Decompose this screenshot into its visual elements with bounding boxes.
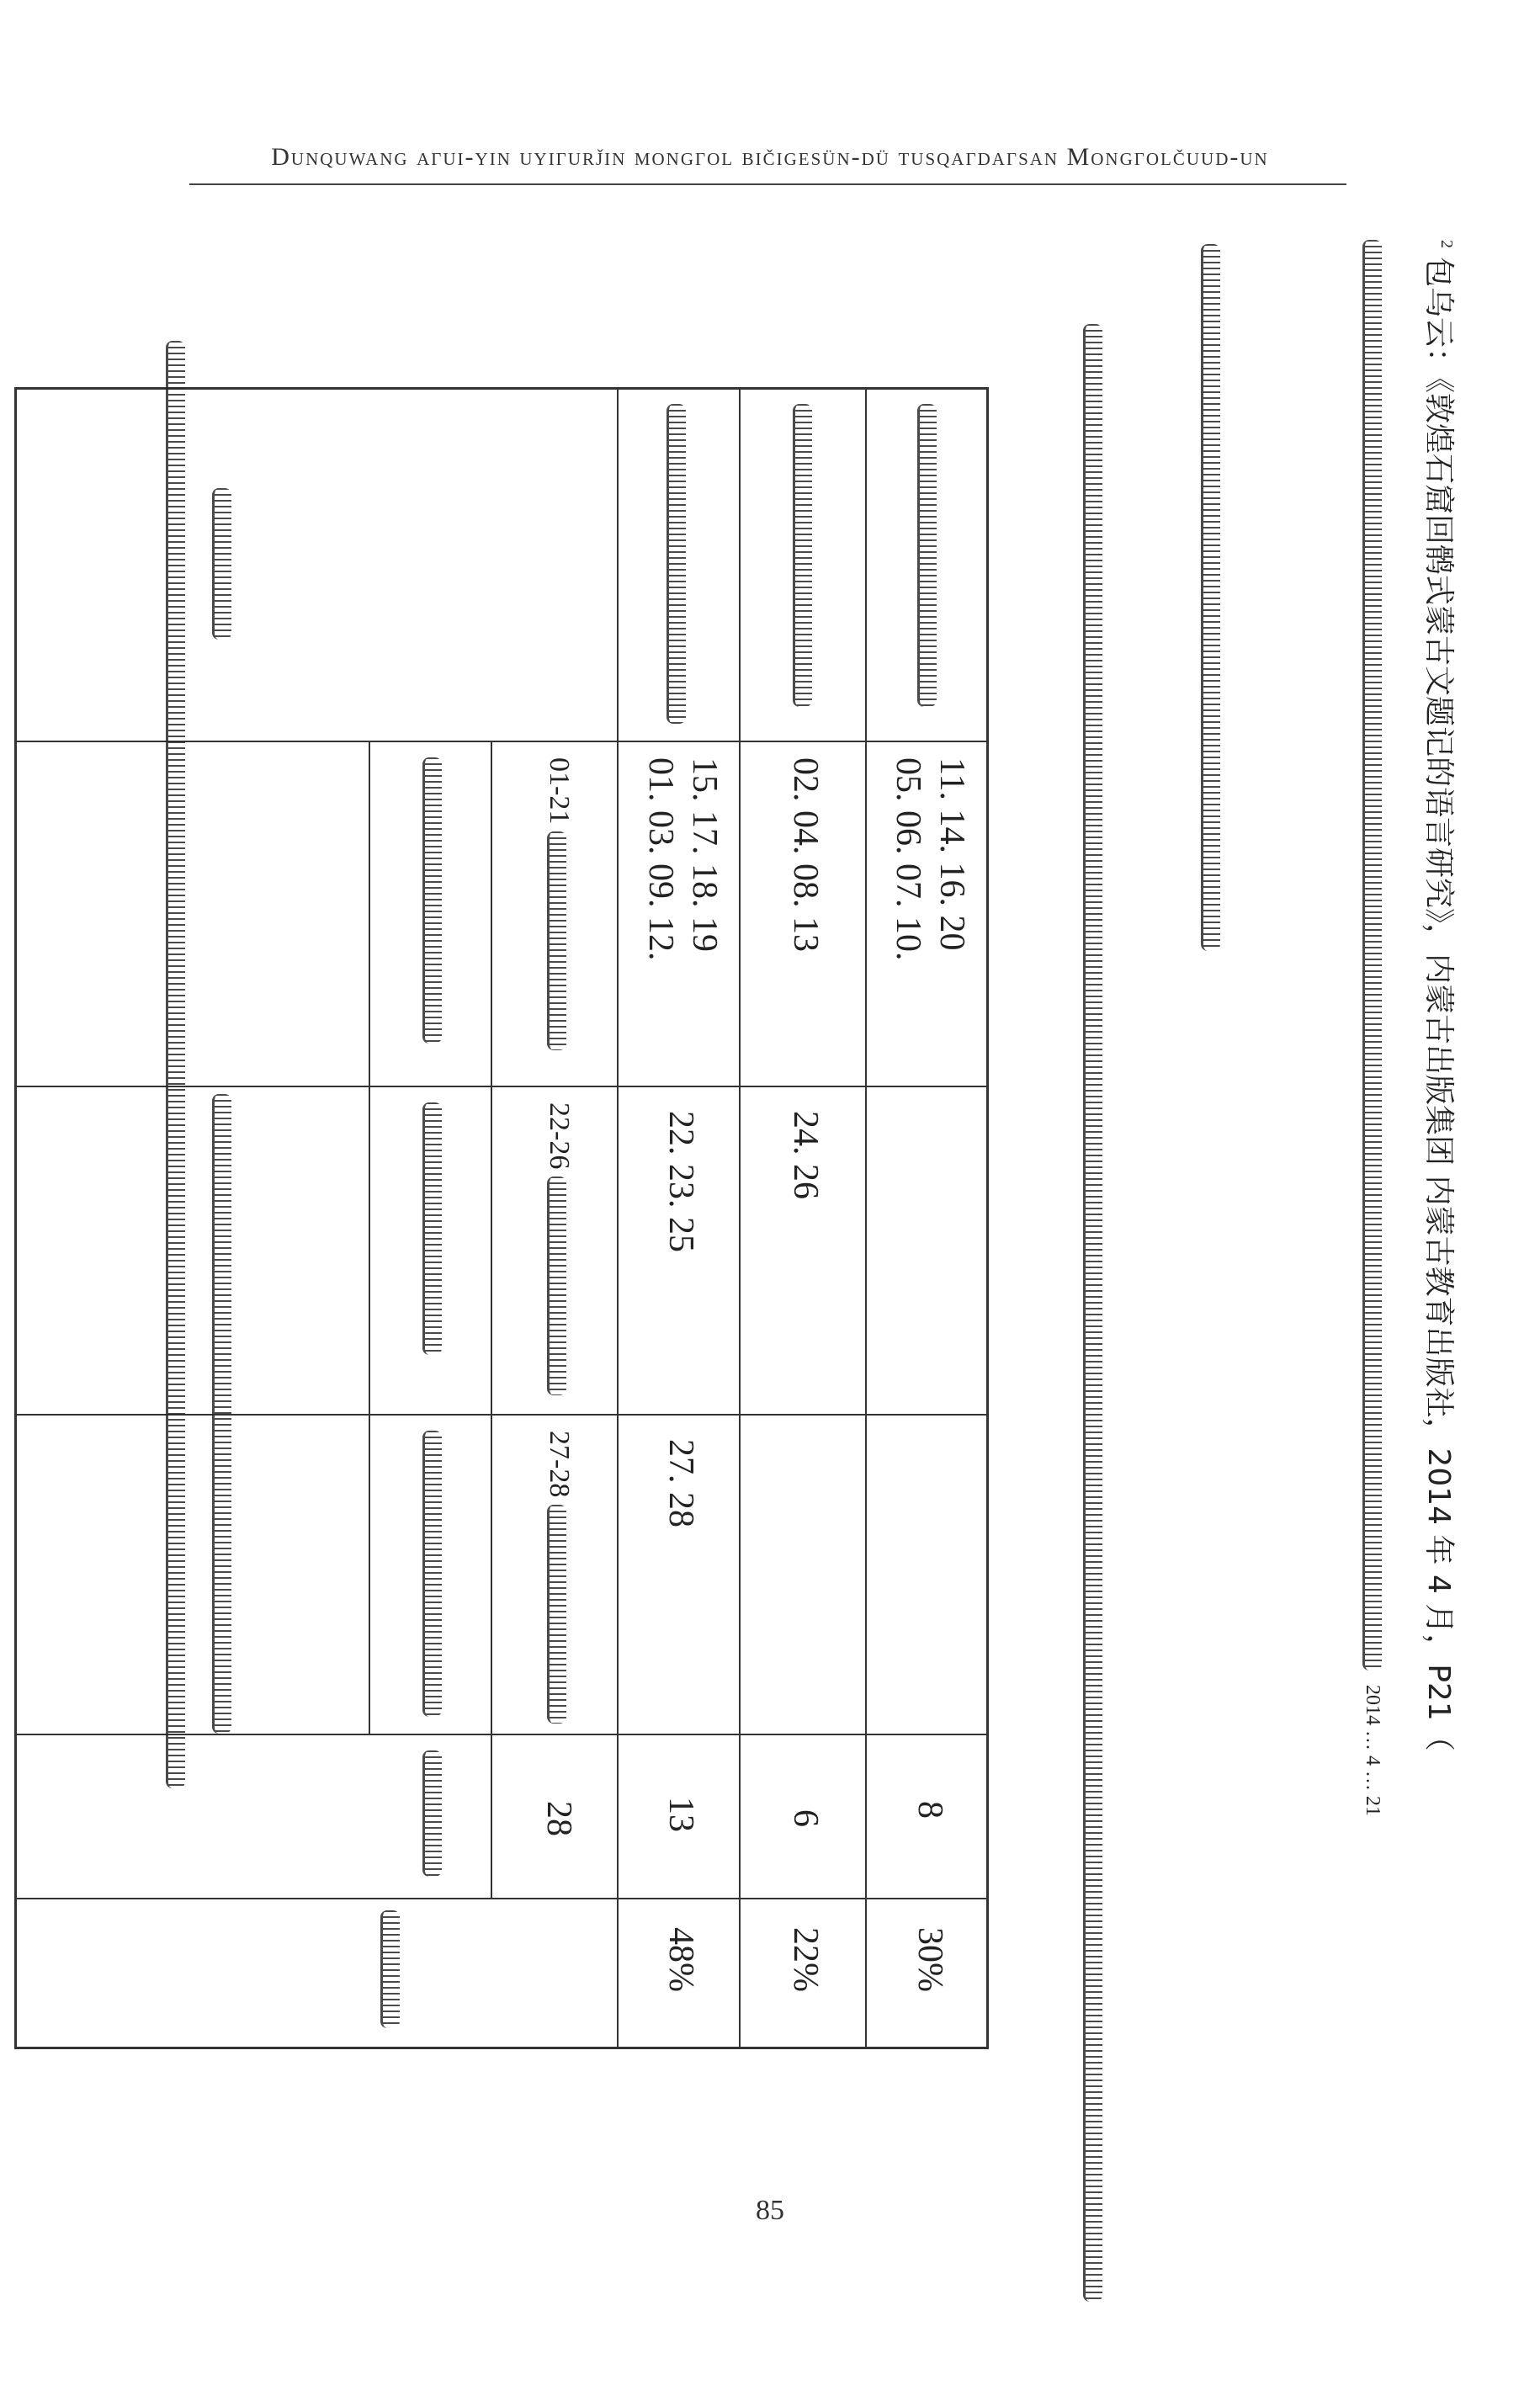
paragraph-1 xyxy=(1201,244,1220,951)
footnote-mongolian-line xyxy=(1358,240,1387,2260)
mongolian-script-text xyxy=(1362,240,1382,1671)
table-cell: 24. 26 xyxy=(786,1111,825,1199)
table-cell: 11. 14. 16. 20 05. 06. 07. 10. xyxy=(889,757,971,961)
table-rule xyxy=(14,741,989,742)
range-header: 27-28 xyxy=(537,1431,581,1724)
table-rule xyxy=(14,1414,989,1416)
group-header xyxy=(215,1094,231,1734)
table-cell-total: 13 xyxy=(661,1797,700,1832)
row-label xyxy=(920,404,937,707)
sub-header xyxy=(425,1431,442,1717)
paragraph-2 xyxy=(1083,324,1102,2302)
table-border xyxy=(14,387,989,390)
mongolian-script-text xyxy=(1201,244,1220,951)
footnote-text: 包乌云：《敦煌石窟回鹘式蒙古文题记的语言研究》，内蒙古出版集团 内蒙古教育出版社，2014 年 4 月，P21（ xyxy=(1421,257,1456,1751)
table-border xyxy=(14,2047,989,2049)
sub-header xyxy=(425,1102,442,1355)
table-rule xyxy=(14,1086,989,1087)
table-rule xyxy=(14,1734,989,1735)
range-header: 01-21 xyxy=(537,757,581,1050)
footnote-numbers: 2014 … 4 … 21 xyxy=(1362,1685,1383,1816)
footnote-mark: 2 xyxy=(1437,240,1456,248)
table-cell-total: 6 xyxy=(786,1809,825,1827)
mongolian-script-text xyxy=(166,341,185,1788)
table-cell: 15. 17. 18. 19 01. 03. 09. 12. xyxy=(641,757,724,961)
sub-header xyxy=(425,1750,442,1877)
sub-header xyxy=(383,1910,400,2028)
table-rule xyxy=(865,387,867,2049)
table-border xyxy=(986,387,989,2049)
range-header: 22-26 xyxy=(537,1102,581,1395)
table-rule xyxy=(617,387,619,2049)
running-header: Dunquwang aγui-yin uyiγurǰin mongγol bičigesün-dü tusqaγdaγsan Mongγolčuud-un xyxy=(271,143,1269,171)
table-cell-percent: 48% xyxy=(661,1927,700,1992)
total-header: 28 xyxy=(539,1801,578,1836)
table-rule xyxy=(369,741,370,1734)
mongolian-script-text xyxy=(1083,324,1102,2302)
paragraph-3 xyxy=(166,341,185,1788)
table-cell-total: 8 xyxy=(911,1801,949,1819)
statistics-table xyxy=(13,387,989,2049)
row-label xyxy=(795,404,812,707)
corner-header xyxy=(215,488,231,640)
table-cell: 02. 04. 08. 13 xyxy=(786,757,825,952)
table-cell: 22. 23. 25 xyxy=(661,1111,700,1252)
table-rule xyxy=(491,741,492,1898)
sub-header xyxy=(425,757,442,1044)
row-label xyxy=(669,404,686,724)
table-cell: 27. 28 xyxy=(661,1439,700,1527)
table-rule xyxy=(739,387,741,2049)
table-rule xyxy=(14,1898,989,1899)
page-number: 85 xyxy=(756,2195,784,2226)
table-cell-percent: 30% xyxy=(911,1927,949,1992)
table-border xyxy=(14,387,17,2049)
table-cell-percent: 22% xyxy=(786,1927,825,1992)
